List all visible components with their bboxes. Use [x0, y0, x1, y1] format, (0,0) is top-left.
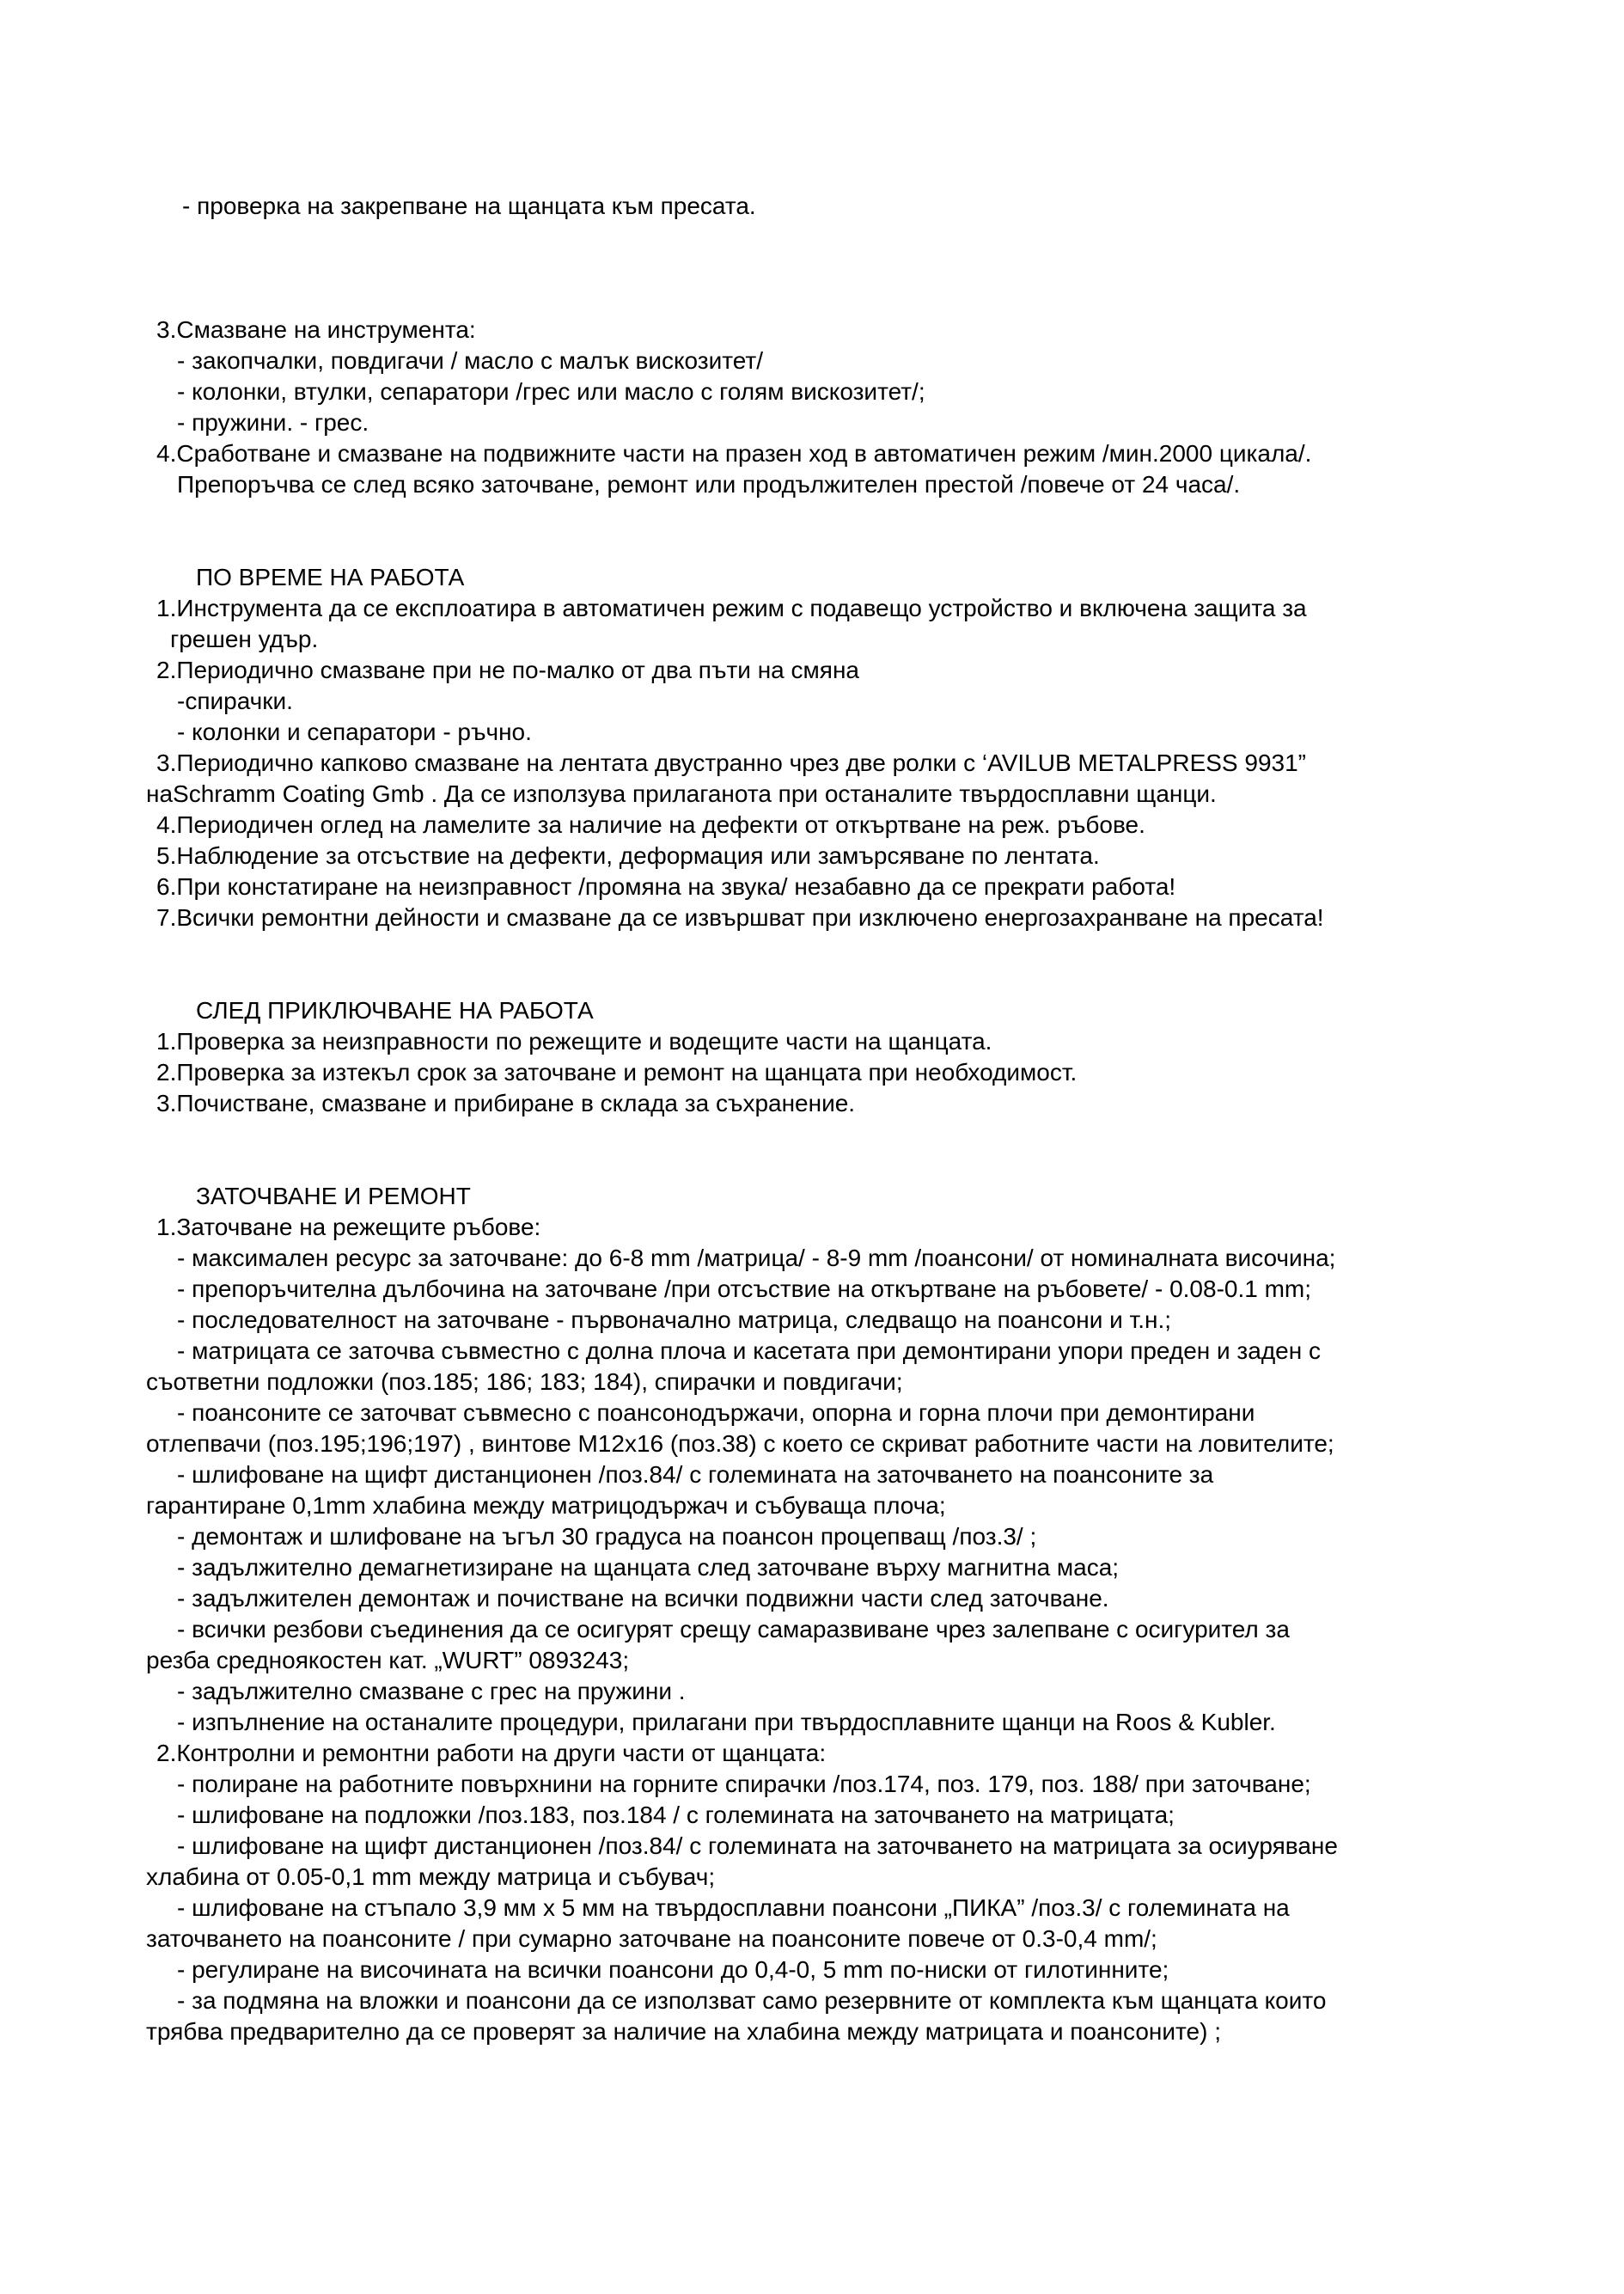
text-line: 4.Периодичен оглед на ламелите за наличие на дефекти от откъртване на реж. ръбове.	[156, 811, 1145, 838]
text-line: 1.Инструмента да се експлоатира в автоматичен режим с подавещо устройство и включена защита за	[156, 595, 1307, 621]
text-line: - шлифоване на щифт дистанционен /поз.84/ с големината на заточването на матрицата за осиуряване	[177, 1832, 1338, 1859]
text-line: - проверка на закрепване на щанцата към пресата.	[182, 193, 756, 219]
text-line: отлепвачи (поз.195;196;197) , винтове М12х16 (поз.38) с което се скриват работните части на ловителите;	[146, 1430, 1334, 1457]
text-line: гарантиране 0,1mm хлабина между матрицодържач и събуваща плоча;	[146, 1492, 946, 1519]
text-line: - препоръчителна дълбочина на заточване /при отсъствие на откъртване на ръбовете/ - 0.08-0.1 mm;	[177, 1275, 1312, 1302]
text-line: 3.Почистване, смазване и прибиране в склада за съхранение.	[156, 1090, 856, 1116]
text-line: 7.Всички ремонтни дейности и смазване да се извършват при изключено енергозахранване на пресата!	[156, 904, 1324, 931]
text-line: - демонтаж и шлифоване на ъгъл 30 градуса на поансон процепващ /поз.3/ ;	[177, 1523, 1037, 1550]
text-line: - колонки, втулки, сепаратори /грес или масло с голям вискозитет/;	[177, 378, 925, 405]
text-line: - задължително смазване с грес на пружини .	[177, 1678, 686, 1704]
text-line: 4.Сработване и смазване на подвижните части на празен ход в автоматичен режим /мин.2000 цикала/.	[156, 440, 1312, 467]
text-line: Препоръчва се след всяко заточване, ремонт или продължителен престой /повече от 24 часа/.	[177, 471, 1241, 498]
text-line: хлабина от 0.05-0,1 mm между матрица и събувач;	[146, 1863, 716, 1890]
text-line	[146, 964, 1590, 995]
text-line	[146, 222, 1590, 253]
section-heading: ПО ВРЕМЕ НА РАБОТА	[196, 564, 465, 590]
text-line: - задължителен демонтаж и почистване на всички подвижни части след заточване.	[177, 1585, 1109, 1612]
text-line: съответни подложки (поз.185; 186; 183; 184), спирачки и повдигачи;	[146, 1368, 903, 1395]
text-line	[146, 1119, 1590, 1150]
text-line: грешен удър.	[170, 626, 319, 652]
text-line: 2.Периодично смазване при не по-малко от два пъти на смяна	[156, 657, 859, 683]
text-line: резба средноякостен кат. „WURT” 0893243;	[146, 1647, 630, 1673]
section-heading: ЗАТОЧВАНЕ И РЕМОНТ	[196, 1183, 471, 1209]
text-line: -спирачки.	[177, 688, 293, 714]
text-line: 6.При констатиране на неизправност /промяна на звука/ незабавно да се прекрати работа!	[156, 873, 1176, 900]
text-line: - шлифоване на подложки /поз.183, поз.184 / с големината на заточването на матрицата;	[177, 1802, 1175, 1828]
text-line: 2.Контролни и ремонтни работи на други части от щанцата:	[156, 1740, 827, 1766]
text-line	[146, 933, 1590, 964]
text-line: - колонки и сепаратори - ръчно.	[177, 719, 532, 745]
text-line	[146, 284, 1590, 315]
text-line	[146, 253, 1590, 284]
text-line: - пружини. - грес.	[177, 409, 369, 436]
text-line: - задължително демагнетизиране на щанцата след заточване върху магнитна маса;	[177, 1554, 1120, 1581]
text-line: - шлифоване на щифт дистанционен /поз.84/ с големината на заточването на поансоните за	[177, 1461, 1214, 1488]
text-line: 2.Проверка за изтекъл срок за заточване и ремонт на щанцата при необходимост.	[156, 1059, 1078, 1086]
text-line	[146, 1150, 1590, 1181]
text-line: 1.Проверка за неизправности по режещите и водещите части на щанцата.	[156, 1028, 992, 1055]
text-line: - за подмяна на вложки и поансони да се използват само резервните от комплекта към щанцата които	[177, 1987, 1327, 2014]
text-line: 5.Наблюдение за отсъствие на дефекти, деформация или замърсяване по лентата.	[156, 842, 1100, 869]
text-line: - закопчалки, повдигачи / масло с малък вискозитет/	[177, 347, 764, 374]
text-line: - поансоните се заточват съвмесно с поансонодържачи, опорна и горна плочи при демонтирани	[177, 1399, 1255, 1426]
text-line: наSchramm Coating Gmb . Да се използува прилаганота при останалите твърдосплавни щанци.	[146, 780, 1217, 807]
text-line: заточването на поансоните / при сумарно заточване на поансоните повече от 0.3-0,4 mm/;	[146, 1925, 1157, 1952]
text-line: 1.Заточване на режещите ръбове:	[156, 1214, 541, 1240]
text-line	[146, 531, 1590, 562]
text-line: - максимален ресурс за заточване: до 6-8 mm /матрица/ - 8-9 mm /поансони/ от номиналната височина;	[177, 1245, 1336, 1271]
text-line: - полиране на работните повърхнини на горните спирачки /поз.174, поз. 179, поз. 188/ при заточване;	[177, 1771, 1311, 1797]
text-line: - матрицата се заточва съвместно с долна плоча и касетата при демонтирани упори преден и заден с	[177, 1337, 1321, 1364]
text-line: - всички резбови съединения да се осигурят срещу самаразвиване чрез залепване с осигурител за	[177, 1616, 1290, 1643]
text-line: - последователност на заточване - първоначално матрица, следващо на поансони и т.н.;	[177, 1306, 1172, 1333]
text-line	[146, 500, 1590, 531]
text-line: - шлифоване на стъпало 3,9 мм х 5 мм на твърдосплавни поансони „ПИКА” /поз.3/ с големината на	[177, 1894, 1290, 1921]
text-line: - регулиране на височината на всички поансони до 0,4-0, 5 mm по-ниски от гилотинните;	[177, 1956, 1169, 1983]
text-line: - изпълнение на останалите процедури, прилагани при твърдосплавните щанци на Roos & Kubler.	[177, 1709, 1276, 1735]
section-heading: СЛЕД ПРИКЛЮЧВАНЕ НА РАБОТА	[196, 997, 594, 1024]
text-line: трябва предварително да се проверят за наличие на хлабина между матрицата и поансоните) ;	[146, 2018, 1221, 2045]
text-line: 3.Смазване на инструмента:	[156, 316, 476, 343]
text-line: 3.Периодично капково смазване на лентата двустранно чрез две ролки с ‘AVILUB METALPRESS 9931”	[156, 749, 1306, 776]
